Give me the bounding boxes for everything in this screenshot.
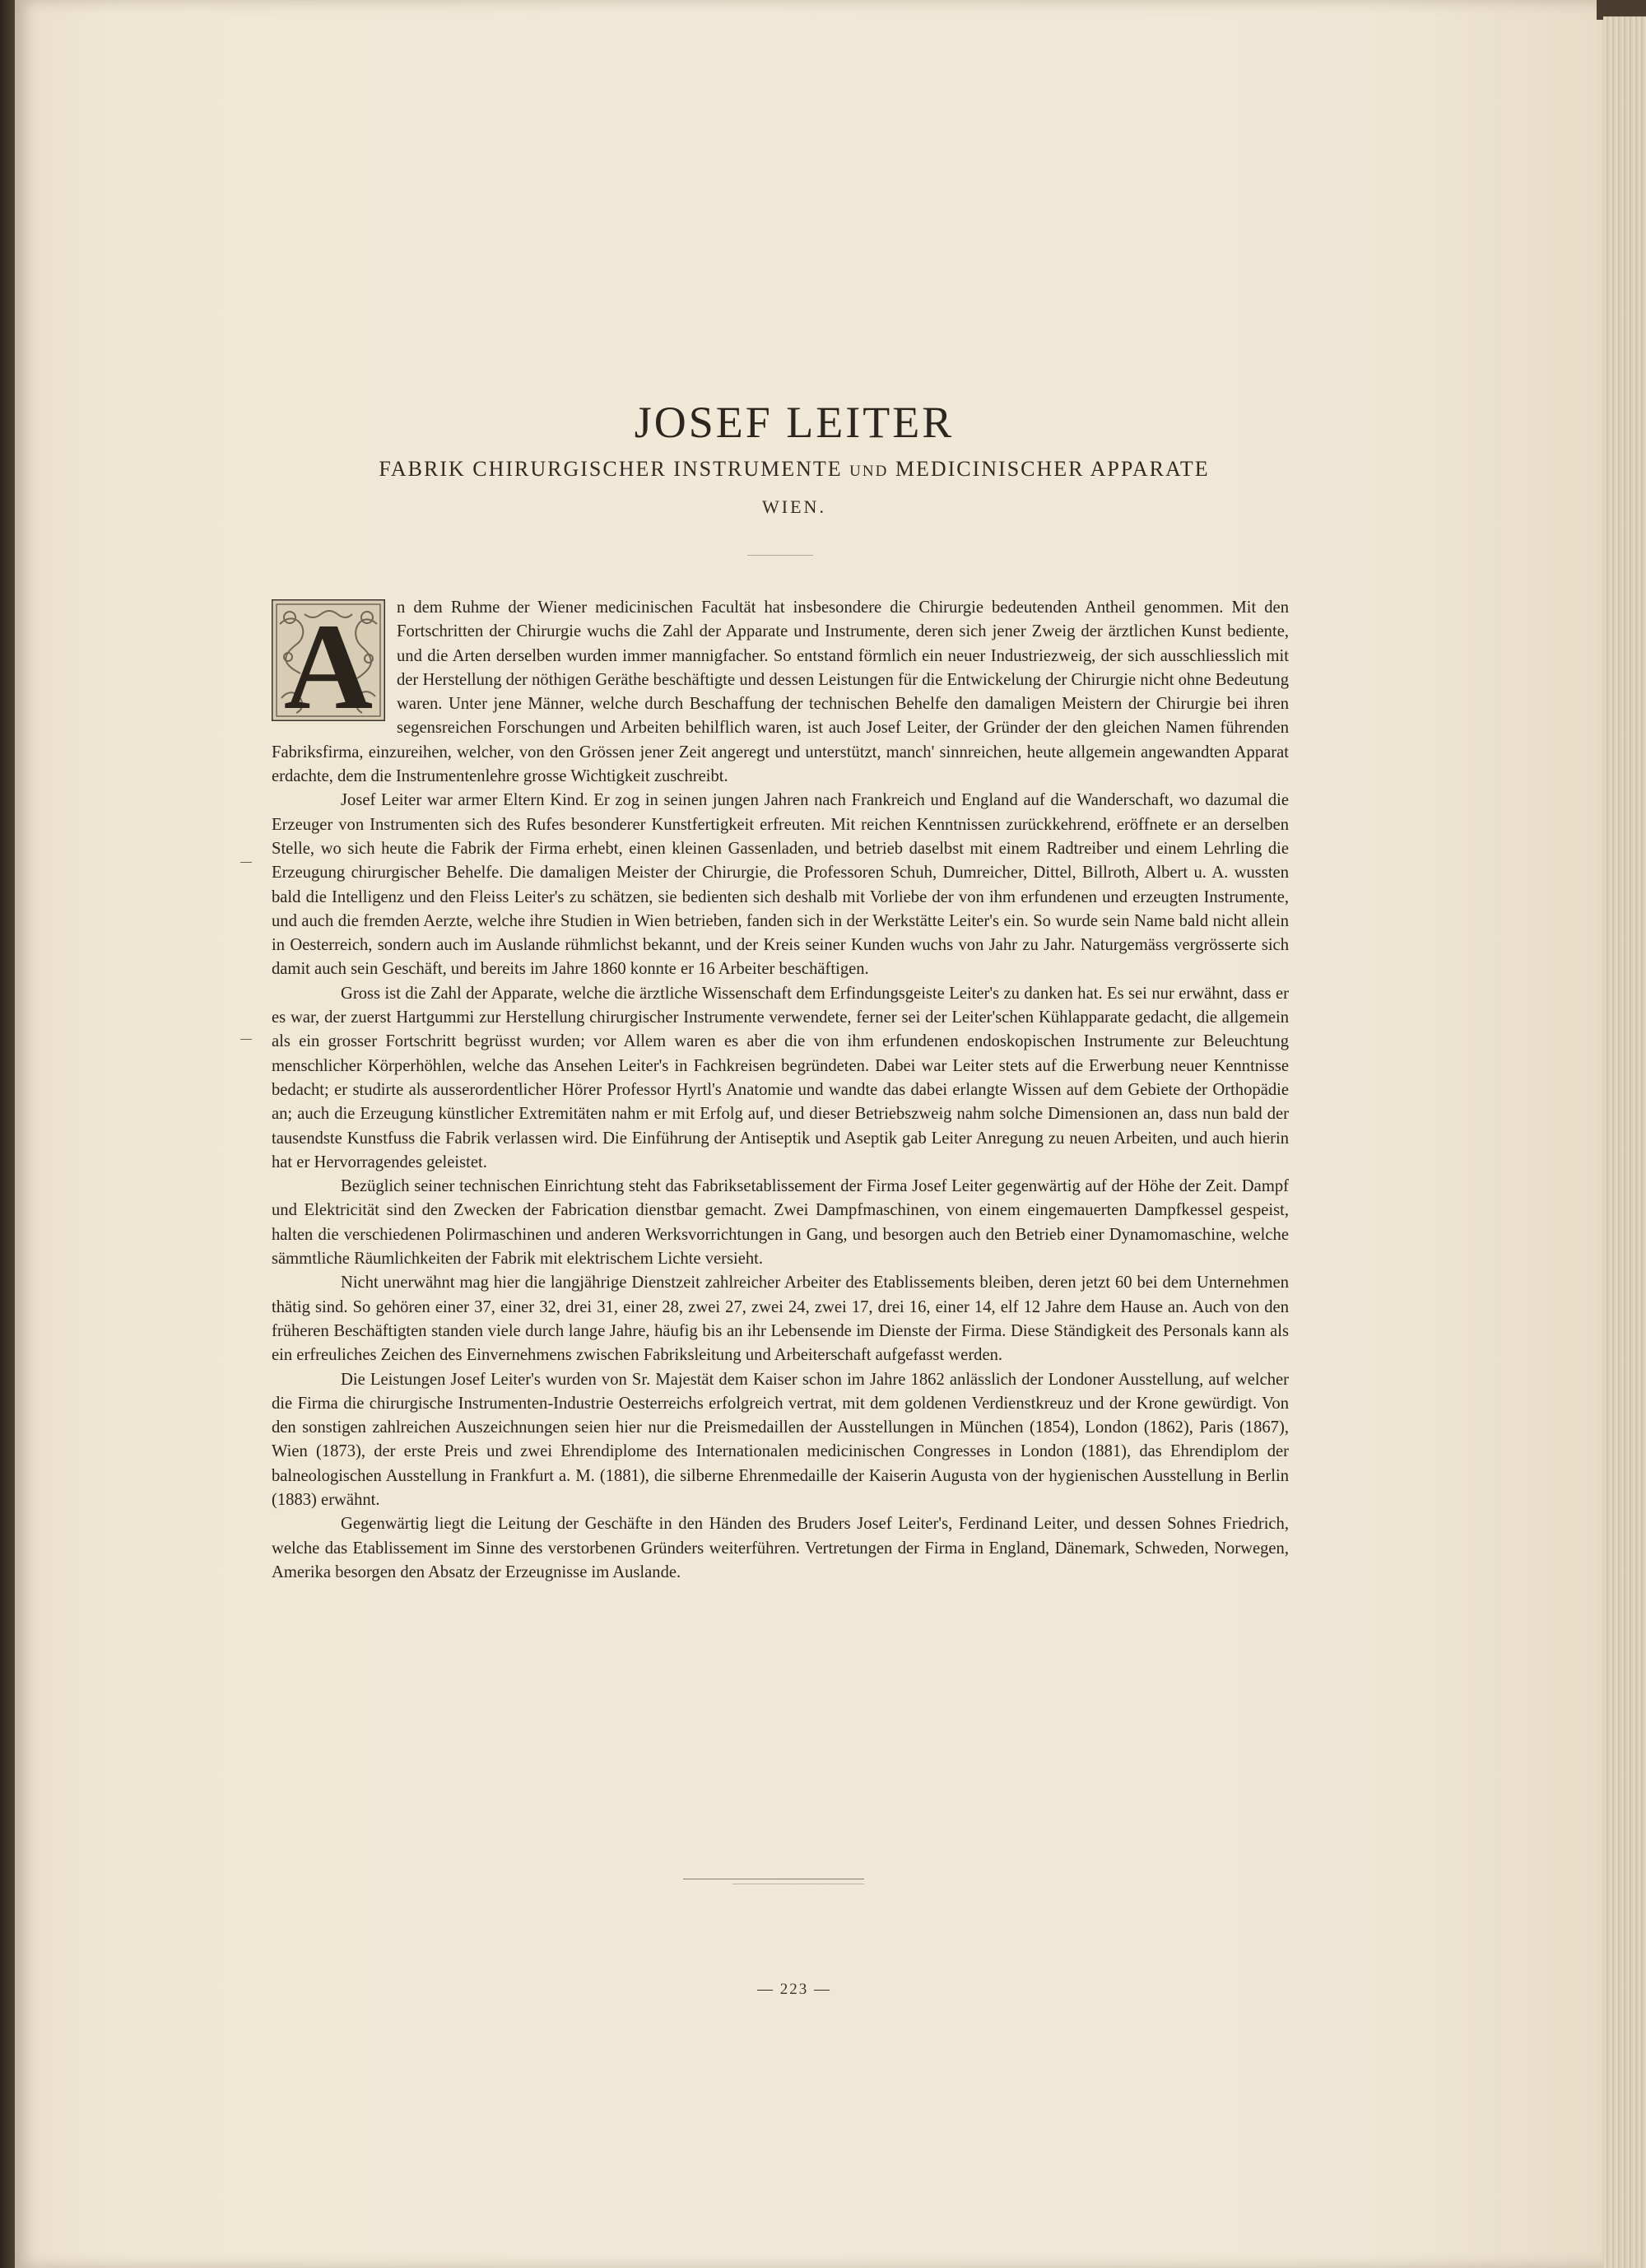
page-title: JOSEF LEITER	[634, 398, 955, 447]
paragraph-7: Gegenwärtig liegt die Leitung der Geschäfte in den Händen des Bruders Josef Leiter's, Ferdinand Leiter, und dessen Sohnes Friedrich, welche das Etablissement im Sinne des verstorbenen Gründers weiterführen. Vertretungen der Firma in England, Dänemark, Schweden, Norwegen, Amerika besorgen den Absatz der Erzeugnisse im Auslande.	[272, 1515, 1289, 1581]
paragraph-2: Josef Leiter war armer Eltern Kind. Er zog in seinen jungen Jahren nach Frankreich und England auf die Wanderschaft, wo dazumal die Erzeuger von Instrumenten sich des Rufes besonderer Kunstfertigkeit erfreuten. Mit reichen Kenntnissen zurückkehrend, eröffnete er an derselben Stelle, wo sich heute die Fabrik der Firma erhebt, einen kleinen Gassenladen, und betrieb daselbst mit einem Radtreiber und einem Lehrling die Erzeugung chirurgischer Behelfe. Die damaligen Meister der Chirurgie, die Professoren Schuh, Dumreicher, Dittel, Billroth, Albert u. A. wussten bald die Intelligenz und den Fleiss Leiter's zu schätzen, sie bedienten sich deshalb mit Vorliebe der von ihm erfundenen und erzeugten Instrumente, und auch die fremden Aerzte, welche ihre Studien in Wien betrieben, fanden sich in der Werkstätte Leiter's ein. So wurde sein Name bald nicht allein in Oesterreich, sondern auch im Auslande rühmlichst bekannt, und der Kreis seiner Kunden wuchs von Jahr zu Jahr. Naturgemäss vergrösserte sich damit auch sein Geschäft, und bereits im Jahre 1860 konnte er 16 Arbeiter beschäftigen.	[272, 791, 1289, 979]
page-edges	[1603, 16, 1646, 2268]
initial-letter-text: A	[283, 599, 374, 721]
paragraph-3: Gross ist die Zahl der Apparate, welche die ärztliche Wissenschaft dem Erfindungsgeiste Leiter's zu danken hat. Es sei nur erwähnt, dass er es war, der zuerst Hartgummi zur Herstellung chirurgischer Instrumente verwendete, ferner sei der Leiter'schen Kühlapparate gedacht, die allgemein als ein grosser Fortschritt begrüsst wurden; vor Allem waren es aber die von ihm erfundenen endoskopischen Instrumente zur Beleuchtung menschlicher Körperhöhlen, welche das Ansehen Leiter's in Fachkreisen begründeten. Dabei war Leiter stets auf die Erwerbung neuer Kenntnisse bedacht; er studirte als ausserordentlicher Hörer Professor Hyrtl's Anatomie und wandte das dabei erlangte Wissen auf dem Gebiete der Orthopädie an; auch die Erzeugung künstlicher Extremitäten nahm er mit Erfolg auf, und dieser Betriebszweig nahm solche Dimensionen an, dass nun bald der tausendste Kunstfuss die Fabrik verlassen wird. Die Einführung der Antiseptik und Aseptik gab Leiter Anregung zu neuen Arbeiten, und auch hierin hat er Hervorragendes geleistet.	[272, 984, 1289, 1171]
subtitle-und: UND	[849, 463, 889, 480]
header-divider	[747, 555, 813, 556]
margin-mark	[240, 862, 252, 863]
subtitle-part2: MEDICINISCHER APPARATE	[895, 457, 1210, 481]
city-line: WIEN.	[762, 496, 826, 517]
paragraph-1	[272, 596, 1289, 789]
paragraph-4: Bezüglich seiner technischen Einrichtung steht das Fabriksetablissement der Firma Josef Leiter gegenwärtig auf der Höhe der Zeit. Dampf und Elektricität sind den Zwecken der Fabrication dienstbar gemacht. Zwei Dampfmaschinen, von einem eingemauerten Dampfkessel gespeist, halten die verschiedenen Polirmaschinen und anderen Werksvorrichtungen in Gang, und besorgen auch den Betrieb einer Dynamomaschine, welche sämmtliche Räumlichkeiten der Fabrik mit elektrischem Lichte versieht.	[272, 1177, 1289, 1269]
paragraph-6: Die Leistungen Josef Leiter's wurden von Sr. Majestät dem Kaiser schon im Jahre 1862 anlässlich der Londoner Ausstellung, auf welcher die Firma die chirurgische Instrumenten-Industrie Oesterreichs erfolgreich vertrat, mit dem goldenen Verdienstkreuz und der Krone gewürdigt. Von den sonstigen zahlreichen Auszeichnungen seien hier nur die Preismedaillen der Ausstellungen in München (1854), London (1862), Paris (1867), Wien (1873), der erste Preis und zwei Ehrendiplome des Internationalen medicinischen Congresses in London (1881), das Ehrendiplom der balneologischen Ausstellung in Frankfurt a. M. (1881), die silberne Ehrenmedaille der Kaiserin Augusta von der hygienischen Ausstellung in Berlin (1883) erwähnt.	[272, 1370, 1289, 1509]
paragraph-1-text: n dem Ruhme der Wiener medicinischen Facultät hat insbesondere die Chirurgie bedeutenden Antheil genommen. Mit den Fortschritten der Chirurgie wuchs die Zahl der Apparate und Instrumente, deren sich jener Zweig der ärztlichen Kunst bediente, und die Arten derselben wurden immer mannigfacher. So entstand förmlich ein neuer Industriezweig, der sich ausschliesslich mit der Herstellung der nöthigen Geräthe beschäftigte und dessen Leistungen für die Entwickelung der Chirurgie nicht ohne Bedeutung waren. Unter jene Männer, welche durch Beschaffung der technischen Behelfe den damaligen Meistern der Chirurgie bei ihren segensreichen Forschungen und Arbeiten behilflich waren, ist auch Josef Leiter, der Gründer der den gleichen Namen führenden Fabriksfirma, einzureihen, welcher, von den Grössen jener Zeit angeregt und unterstützt, manch' sinnreichen, heute allgemein angewandten Apparat erdachte, dem die Instrumentenlehre grosse Wichtigkeit zuschreibt.	[272, 598, 1289, 786]
page-number: — 223 —	[757, 1981, 831, 1998]
decorative-initial-a	[272, 599, 385, 721]
paragraph-5: Nicht unerwähnt mag hier die langjährige Dienstzeit zahlreicher Arbeiter des Etablissements bleiben, deren jetzt 60 bei dem Unternehmen thätig sind. So gehören einer 37, einer 32, drei 31, einer 28, zwei 27, zwei 24, zwei 17, drei 16, einer 14, elf 12 Jahre dem Hause an. Auch von den früheren Beschäftigten standen viele durch lange Jahre, häufig bis an ihr Lebensende im Dienste der Firma. Diese Ständigkeit des Personals kann als ein erfreuliches Zeichen des Einvernehmens zwischen Fabriksleitung und Arbeiterschaft aufgefasst werden.	[272, 1274, 1289, 1365]
article-body	[272, 596, 1289, 1585]
margin-mark	[240, 1039, 252, 1040]
page-subtitle	[0, 457, 1588, 482]
subtitle-part1: FABRIK CHIRURGISCHER INSTRUMENTE	[379, 457, 843, 481]
